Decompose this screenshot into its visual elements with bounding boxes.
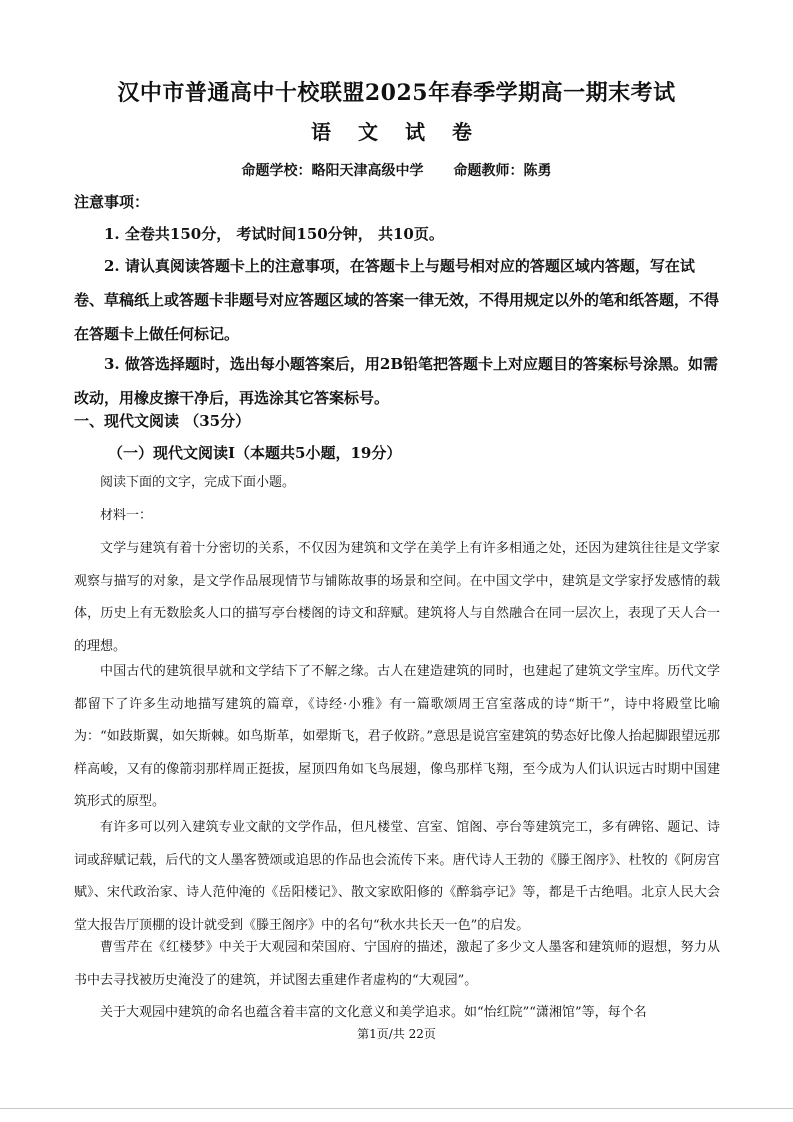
passage-paragraph: 关于大观园中建筑的命名也蕴含着丰富的文化意义和美学追求。如“怡红院”“潇湘馆”等，每个名	[100, 1005, 647, 1020]
section-heading: 一、现代文阅读 （35分）	[74, 412, 251, 430]
teacher-label: 命题教师：陈勇	[453, 163, 552, 179]
reading-instruction: 阅读下面的文字，完成下面小题。	[100, 475, 296, 490]
notice-heading: 注意事项：	[74, 193, 150, 211]
bottom-divider	[0, 1108, 793, 1109]
notice-item-3: 3. 做答选择题时，选出每小题答案后，用2B铅笔把答题卡上对应题目的答案标号涂黑。如需改动，用橡皮擦干净后，再选涂其它答案标号。	[74, 355, 719, 407]
notice-item-2: 2. 请认真阅读答题卡上的注意事项，在答题卡上与题号相对应的答题区域内答题，写在试卷、草稿纸上或答题卡非题号对应答题区域的答案一律无效，不得用规定以外的笔和纸答题，不得在答题卡上做任何标记。	[74, 257, 720, 343]
subsection-heading: （一）现代文阅读Ⅰ（本题共5小题，19分）	[108, 444, 402, 462]
exam-subtitle: 语 文 试 卷	[311, 120, 482, 144]
passage-paragraph: 有许多可以列入建筑专业文献的文学作品，但凡楼堂、宫室、馆阁、亭台等建筑完工，多有碑铭、题记、诗词或辞赋记载，后代的文人墨客赞颂或追思的作品也会流传下来。唐代诗人王勃的《滕王阁序》、杜牧的《阿房宫赋》、宋代政治家、诗人范仲淹的《岳阳楼记》、散文家欧阳修的《醉翁亭记》等，都是千古绝唱。北京人民大会堂大报告厅顶棚的设计就受到《滕王阁序》中的名句“秋水共长天一色”的启发。	[74, 820, 720, 933]
exam-title: 汉中市普通高中十校联盟2025年春季学期高一期末考试	[117, 80, 676, 106]
passage-paragraph: 文学与建筑有着十分密切的关系，不仅因为建筑和文学在美学上有许多相通之处，还因为建筑往往是文学家观察与描写的对象，是文学作品展现情节与铺陈故事的场景和空间。在中国文学中，建筑是文学家抒发感情的载体，历史上有无数脍炙人口的描写亭台楼阁的诗文和辞赋。建筑将人与自然融合在同一层次上，表现了天人合一的理想。	[74, 541, 720, 654]
passage-paragraph: 曹雪芹在《红楼梦》中关于大观园和荣国府、宁国府的描述，激起了多少文人墨客和建筑师的遐想，努力从书中去寻找被历史淹没了的建筑，并试图去重建作者虚构的“大观园”。	[74, 940, 720, 988]
material-label: 材料一：	[100, 508, 153, 523]
school-label: 命题学校：略阳天津高级中学	[241, 163, 424, 179]
notice-item-1: 1. 全卷共150分， 考试时间150分钟， 共10页。	[104, 225, 444, 243]
page-number: 第1页/共 22页	[357, 1027, 436, 1041]
author-line	[0, 160, 793, 180]
passage-paragraph: 中国古代的建筑很早就和文学结下了不解之缘。古人在建造建筑的同时，也建起了建筑文学宝库。历代文学都留下了许多生动地描写建筑的篇章，《诗经·小雅》有一篇歌颂周王宫室落成的诗“斯干”，诗中将殿堂比喻为：“如跂斯翼，如矢斯棘。如鸟斯革，如翚斯飞，君子攸跻。”意思是说宫室建筑的势态好比像人抬起脚跟望远那样高峻，又有的像箭羽那样周正挺拔，屋顶四角如飞鸟展翅，像鸟那样飞翔，至今成为人们认识远古时期中国建筑形式的原型。	[74, 664, 720, 809]
